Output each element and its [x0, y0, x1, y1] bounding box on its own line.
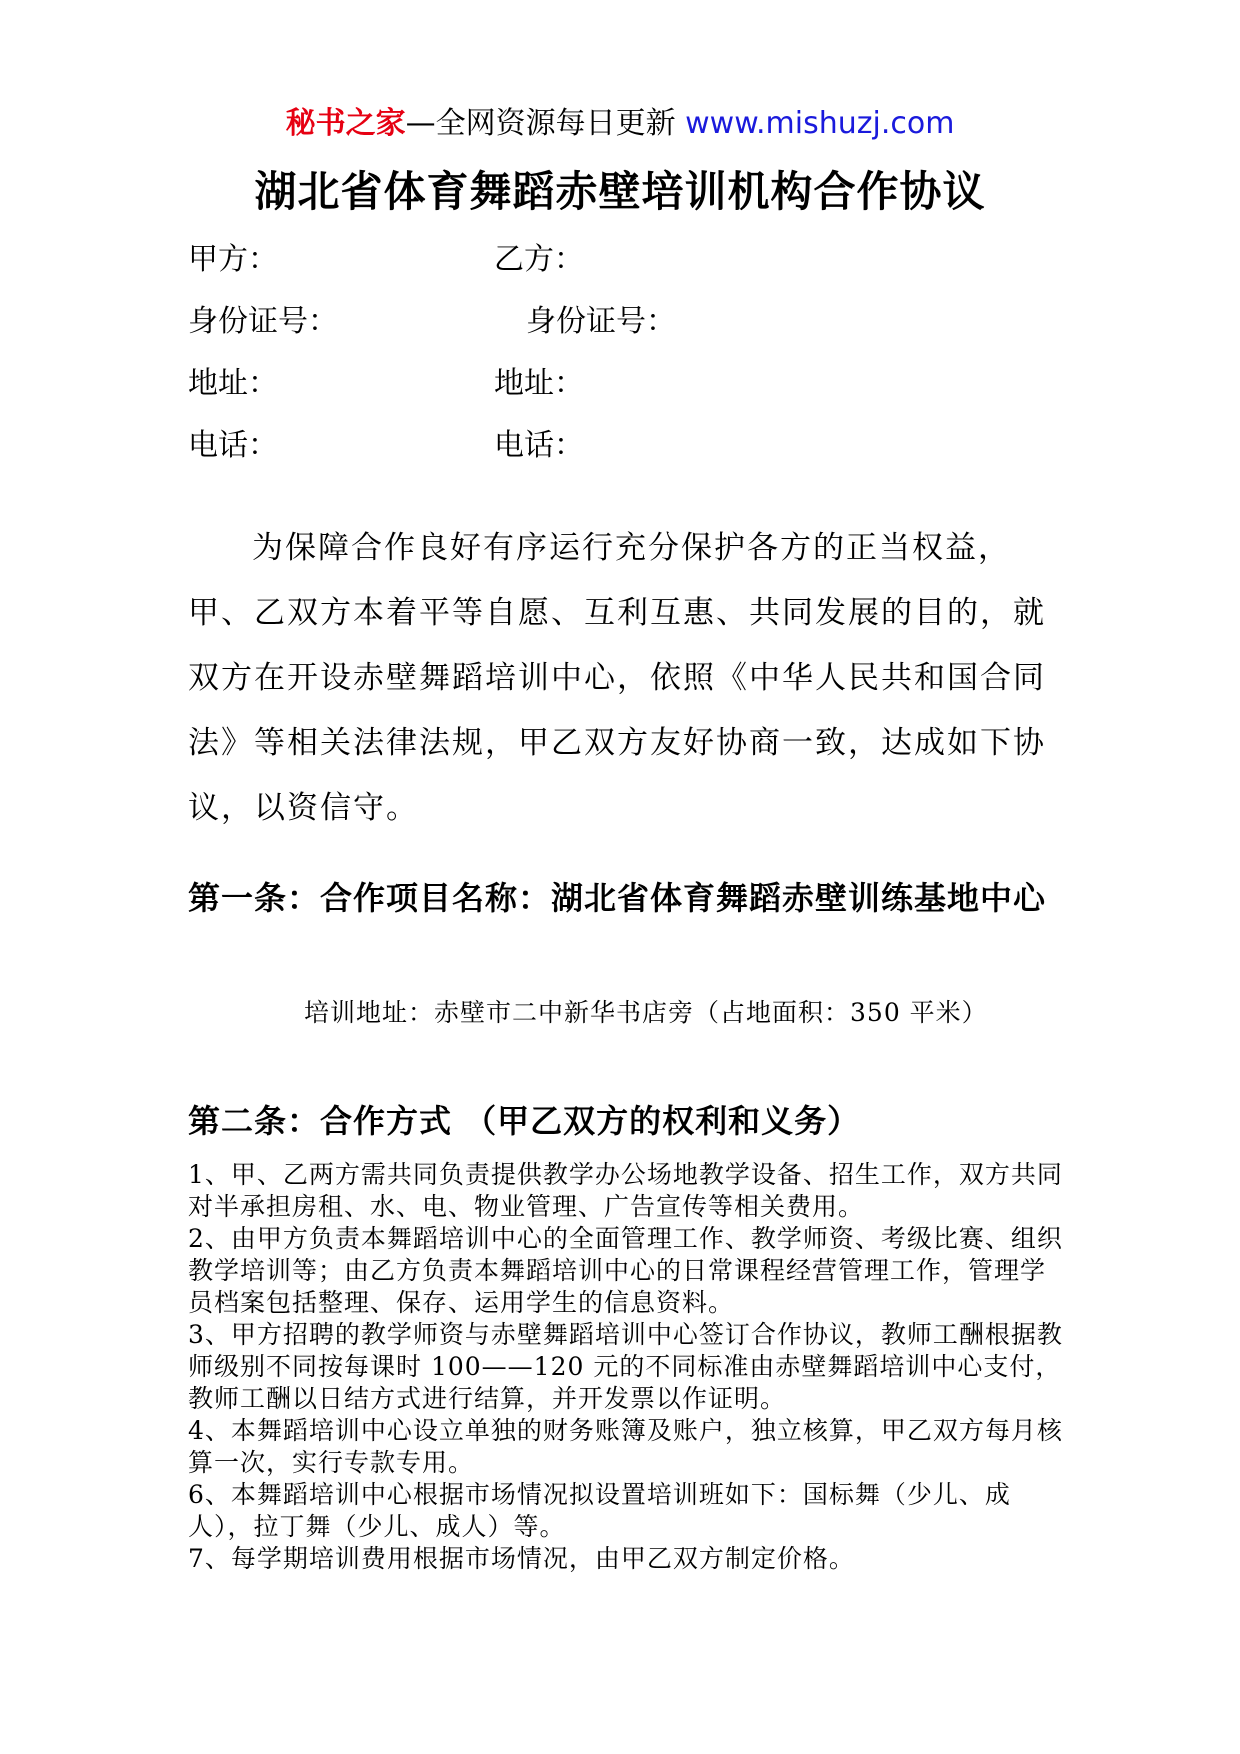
party-b-address-label: 地址：	[494, 366, 584, 401]
site-url: www.mishuzj.com	[685, 106, 955, 141]
site-header	[0, 104, 1240, 144]
clause-item: 3、甲方招聘的教学师资与赤壁舞蹈培训中心签订合作协议，教师工酬根据教师级别不同按每课时 100——120 元的不同标准由赤壁舞蹈培训中心支付，教师工酬以日结方式进行结算，并开发票以作证明。	[188, 1320, 1063, 1413]
training-address: 培训地址：赤壁市二中新华书店旁（占地面积：350 平米）	[304, 998, 988, 1027]
party-a-address-label: 地址：	[188, 366, 278, 401]
document-title: 湖北省体育舞蹈赤壁培训机构合作协议	[254, 167, 986, 216]
article-1-title: 第一条：合作项目名称：湖北省体育舞蹈赤壁训练基地中心	[188, 879, 1047, 917]
clause-item: 7、每学期培训费用根据市场情况，由甲乙双方制定价格。	[188, 1544, 855, 1573]
clause-item: 4、本舞蹈培训中心设立单独的财务账簿及账户，独立核算，甲乙双方每月核算一次，实行专款专用。	[188, 1416, 1063, 1477]
party-a-label: 甲方：	[188, 242, 278, 277]
clause-item: 1、甲、乙两方需共同负责提供教学办公场地教学设备、招生工作，双方共同对半承担房租、水、电、物业管理、广告宣传等相关费用。	[188, 1160, 1063, 1221]
party-a-phone-label: 电话：	[188, 428, 278, 463]
clause-item: 2、由甲方负责本舞蹈培训中心的全面管理工作、教学师资、考级比赛、组织教学培训等；由乙方负责本舞蹈培训中心的日常课程经营管理工作，管理学员档案包括整理、保存、运用学生的信息资料。	[188, 1224, 1063, 1317]
intro-paragraph: 为保障合作良好有序运行充分保护各方的正当权益，甲、乙双方本着平等自愿、互利互惠、共同发展的目的，就双方在开设赤壁舞蹈培训中心，依照《中华人民共和国合同法》等相关法律法规，甲乙双方友好协商一致，达成如下协议，以资信守。	[188, 530, 1046, 826]
party-b-phone-label: 电话：	[494, 428, 584, 463]
article-2-title: 第二条：合作方式 （甲乙双方的权利和义务）	[188, 1102, 861, 1140]
party-b-label: 乙方：	[494, 242, 584, 277]
clause-item: 6、本舞蹈培训中心根据市场情况拟设置培训班如下：国标舞（少儿、成人），拉丁舞（少儿、成人）等。	[188, 1480, 1011, 1541]
party-b-id-label: 身份证号：	[526, 304, 676, 339]
party-a-id-label: 身份证号：	[188, 304, 338, 339]
brand-name: 秘书之家	[285, 106, 406, 141]
slogan: —全网资源每日更新	[405, 106, 676, 141]
clause-list	[188, 1159, 1068, 1575]
